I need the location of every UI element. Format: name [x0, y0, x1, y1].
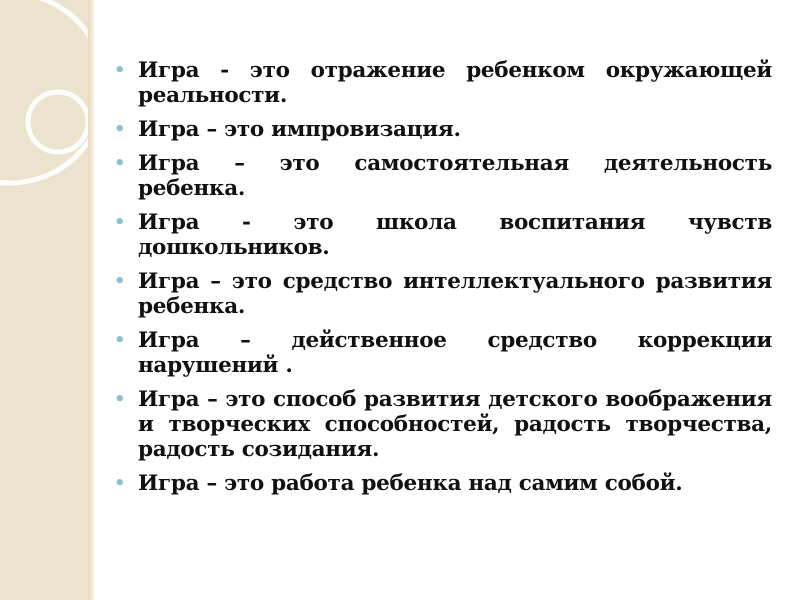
- decorative-ring-small: [28, 92, 88, 152]
- bullet-item: [112, 328, 772, 378]
- bullet-text: Игра – это импровизация.: [138, 117, 461, 142]
- bullet-icon: •: [114, 60, 126, 81]
- bullet-item: [112, 210, 772, 260]
- bullet-list: [112, 58, 772, 496]
- slide-content: [112, 58, 772, 505]
- bullet-icon: •: [114, 473, 126, 494]
- bullet-text: Игра – это работа ребенка над самим собой.: [138, 471, 683, 496]
- bullet-item: [112, 471, 772, 496]
- bullet-text: Игра – это средство интеллектуального развития ребенка.: [138, 269, 772, 319]
- bullet-item: [112, 117, 772, 142]
- bullet-text: Игра – это способ развития детского воображения и творческих способностей, радость творчества, радость созидания.: [138, 387, 772, 462]
- decorative-ring-large: [0, 0, 88, 183]
- decorative-rings: [0, 0, 88, 600]
- bullet-text: Игра - это школа воспитания чувств дошкольников.: [138, 210, 772, 260]
- bullet-icon: •: [114, 153, 126, 174]
- bullet-icon: •: [114, 119, 126, 140]
- bullet-item: [112, 269, 772, 319]
- bullet-item: [112, 58, 772, 108]
- bullet-icon: •: [114, 271, 126, 292]
- sidebar-edge: [88, 0, 94, 600]
- bullet-text: Игра – действенное средство коррекции нарушений .: [138, 328, 772, 378]
- bullet-icon: •: [114, 330, 126, 351]
- bullet-text: Игра – это самостоятельная деятельность ребенка.: [138, 151, 772, 201]
- bullet-icon: •: [114, 212, 126, 233]
- bullet-item: [112, 387, 772, 462]
- bullet-text: Игра - это отражение ребенком окружающей реальности.: [138, 58, 772, 108]
- bullet-icon: •: [114, 389, 126, 410]
- decorative-sidebar: [0, 0, 88, 600]
- bullet-item: [112, 151, 772, 201]
